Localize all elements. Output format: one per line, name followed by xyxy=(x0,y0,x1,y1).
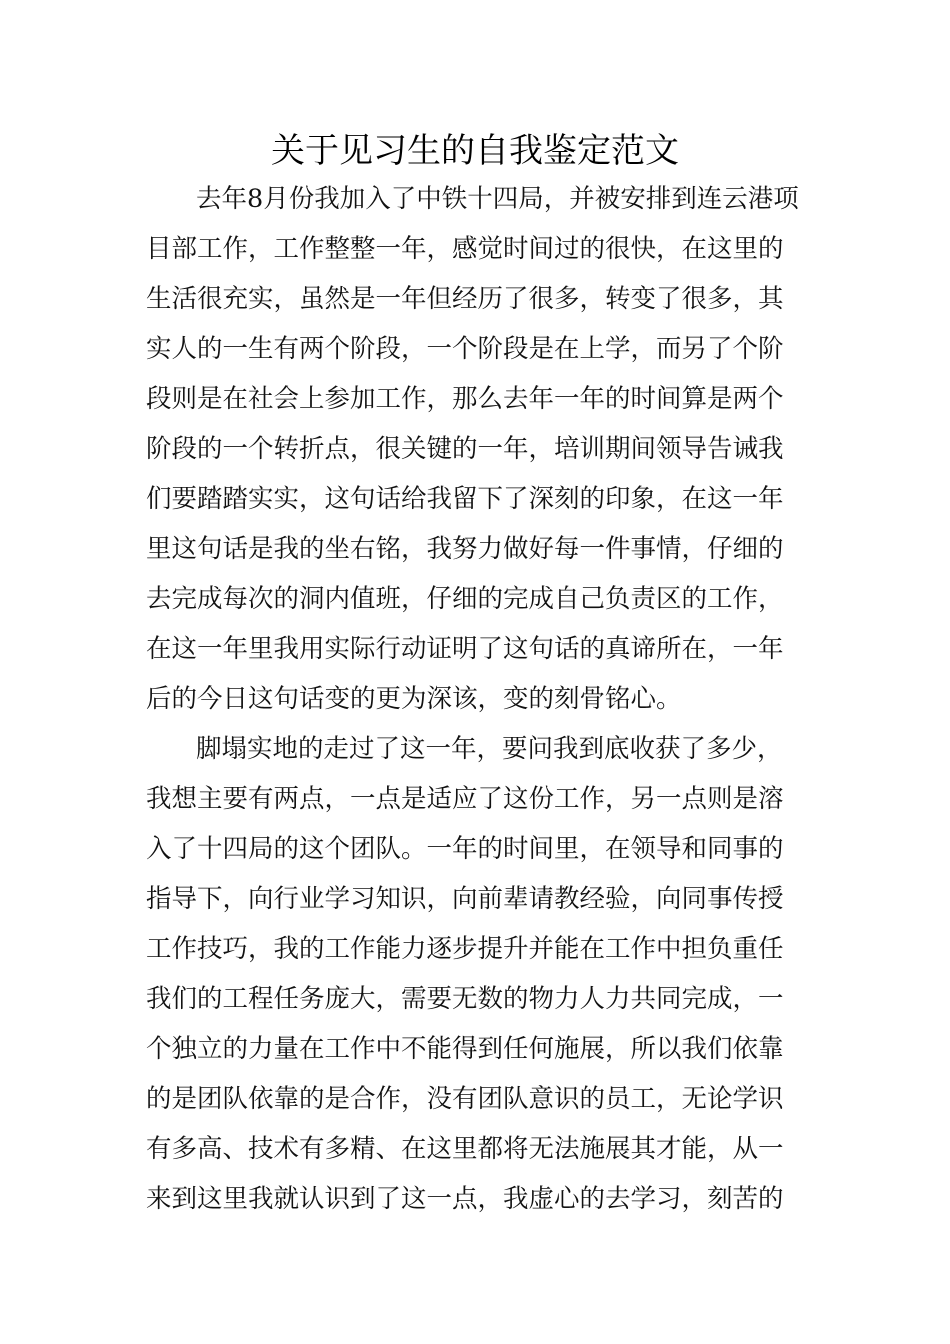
paragraph-1-line-8: 里这句话是我的坐右铭，我努力做好每一件事情，仔细的 xyxy=(146,534,784,564)
paragraph-2-line-3: 入了十四局的这个团队。一年的时间里，在领导和同事的 xyxy=(146,834,784,864)
paragraph-1-line-11: 后的今日这句话变的更为深该，变的刻骨铭心。 xyxy=(146,684,682,714)
paragraph-1-line-5: 段则是在社会上参加工作，那么去年一年的时间算是两个 xyxy=(146,384,784,414)
paragraph-2-line-4: 指导下，向行业学习知识，向前辈请教经验，向同事传授 xyxy=(146,884,784,914)
paragraph-1-line-9: 去完成每次的洞内值班，仔细的完成自己负责区的工作， xyxy=(146,584,784,614)
paragraph-2-line-10: 来到这里我就认识到了这一点，我虚心的去学习，刻苦的 xyxy=(146,1184,784,1214)
paragraph-1-line-2: 目部工作，工作整整一年，感觉时间过的很快，在这里的 xyxy=(146,234,784,264)
paragraph-1-line-3: 生活很充实，虽然是一年但经历了很多，转变了很多，其 xyxy=(146,284,784,314)
paragraph-2-line-2: 我想主要有两点，一点是适应了这份工作，另一点则是溶 xyxy=(146,784,784,814)
paragraph-2-line-7: 个独立的力量在工作中不能得到任何施展，所以我们依靠 xyxy=(146,1034,784,1064)
paragraph-2-line-8: 的是团队依靠的是合作，没有团队意识的员工，无论学识 xyxy=(146,1084,784,1114)
paragraph-1-line-1: 去年8月份我加入了中铁十四局，并被安排到连云港项 xyxy=(196,184,799,214)
document-title: 关于见习生的自我鉴定范文 xyxy=(271,131,679,171)
paragraph-2-line-9: 有多高、技术有多精、在这里都将无法施展其才能，从一 xyxy=(146,1134,784,1164)
paragraph-1-line-4: 实人的一生有两个阶段，一个阶段是在上学，而另了个阶 xyxy=(146,334,784,364)
paragraph-1-line-6: 阶段的一个转折点，很关键的一年，培训期间领导告诫我 xyxy=(146,434,784,464)
paragraph-1-line-10: 在这一年里我用实际行动证明了这句话的真谛所在，一年 xyxy=(146,634,784,664)
paragraph-2-line-6: 我们的工程任务庞大，需要无数的物力人力共同完成，一 xyxy=(146,984,784,1014)
paragraph-1-line-7: 们要踏踏实实，这句话给我留下了深刻的印象，在这一年 xyxy=(146,484,784,514)
paragraph-2-line-5: 工作技巧，我的工作能力逐步提升并能在工作中担负重任 xyxy=(146,934,784,964)
paragraph-2-line-1: 脚塌实地的走过了这一年，要问我到底收获了多少， xyxy=(196,734,783,764)
